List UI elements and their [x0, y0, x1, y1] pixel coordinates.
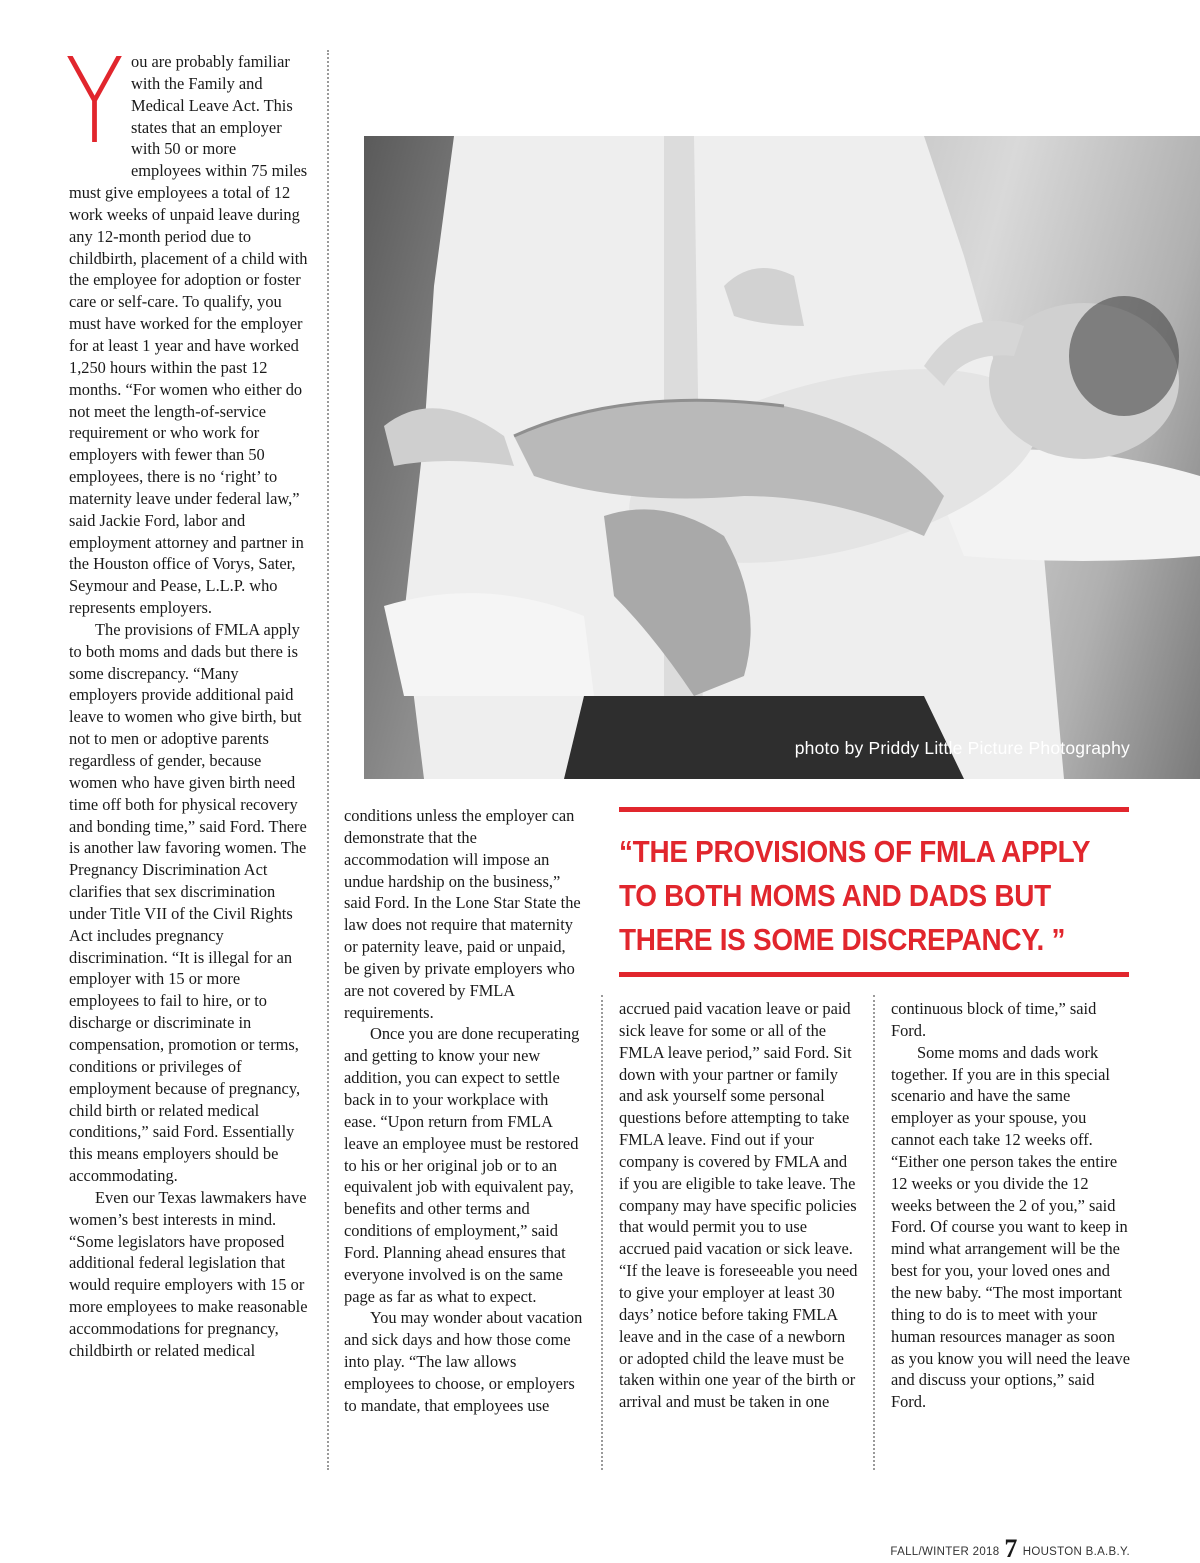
article-column-3	[619, 998, 859, 1413]
column-divider	[601, 995, 603, 1470]
paragraph-7: accrued paid vacation leave or paid sick leave for some or all of the FMLA leave period,” said Ford. Sit down with your partner or family and ask yourself some personal questions before attempting to take FMLA leave. Find out if your company is covered by FMLA and if you are eligible to take leave. The company may have specific policies that would permit you to use accrued paid vacation or sick leave. “If the leave is foreseeable you need to give your employer at least 30 days’ notice before taking FMLA leave and in the case of a newborn or adopted child the leave must be taken within one year of the birth or arrival and must be taken in one	[619, 999, 858, 1412]
pullquote-bottom-rule	[619, 972, 1129, 977]
column-divider	[873, 995, 875, 1470]
photo-credit: photo by Priddy Little Picture Photography	[794, 738, 1130, 758]
paragraph-1: ou are probably familiar with the Family and Medical Leave Act. This states that an employer with 50 or more employees within 75 miles must give employees a total of 12 work weeks of unpaid leave during any 12-month period due to childbirth, placement of a child with the employee for adoption or foster care or self-care. To qualify, you must have worked for the employer for at least 1 year and have worked 1,250 hours within the past 12 months. “For women who either do not meet the length-of-service requirement or who work for employers with fewer than 50 employees, there is no ‘right’ to maternity leave under federal law,” said Jackie Ford, labor and employment attorney and partner in the Houston office of Vorys, Sater, Seymour and Pease, L.L.P. who represents employers.	[69, 52, 308, 618]
drop-cap: Y	[65, 32, 125, 170]
paragraph-3: Even our Texas lawmakers have women’s best interests in mind. “Some legislators have proposed additional federal legislation that would require employers with 15 or more employees to make reasonable accommodations for pregnancy, childbirth or related medical	[69, 1187, 308, 1360]
paragraph-4: conditions unless the employer can demonstrate that the accommodation will impose an undue hardship on the business,” said Ford. In the Lone Star State the law does not require that maternity or paternity leave, paid or unpaid, be given by private employers who are not covered by FMLA requirements.	[344, 806, 581, 1022]
hero-photo	[364, 136, 1200, 779]
column-divider	[327, 50, 329, 1470]
magazine-name: HOUSTON B.A.B.Y.	[1022, 1546, 1130, 1558]
page-footer	[890, 1534, 1130, 1563]
father-holding-baby-illustration	[364, 136, 1200, 779]
article-column-4	[891, 998, 1131, 1413]
pullquote-top-rule	[619, 807, 1129, 812]
paragraph-6: You may wonder about vacation and sick days and how those come into play. “The law allows employees to choose, or employers to mandate, that employees use	[344, 1308, 583, 1415]
paragraph-8: continuous block of time,” said Ford.	[891, 999, 1097, 1040]
paragraph-5: Once you are done recuperating and getting to know your new addition, you can expect to settle back in to your workplace with ease. “Upon return from FMLA leave an employee must be restored to his or her original job or to an equivalent job with equivalent pay, benefits and other terms and conditions of employment,” said Ford. Planning ahead ensures that everyone involved is on the same page as far as what to expect.	[344, 1024, 580, 1306]
article-column-1	[65, 32, 309, 1362]
paragraph-9: Some moms and dads work together. If you are in this special scenario and have the same employer as your spouse, you cannot each take 12 weeks off. “Either one person takes the entire 12 weeks or you divide the 12 weeks between the 2 of you,” said Ford. Of course you want to keep in mind what arrangement will be the best for you, your loved ones and the new baby. “The most important thing to do is to meet with your human resources manager as soon as you know you will need the leave and discuss your options,” said Ford.	[891, 1042, 1130, 1412]
issue-label: FALL/WINTER 2018	[890, 1546, 1000, 1558]
article-column-2	[344, 805, 584, 1417]
page-number: 7	[1004, 1534, 1018, 1563]
paragraph-2: The provisions of FMLA apply to both moms and dads but there is some discrepancy. “Many employers provide additional paid leave to women who give birth, but not to men or adoptive parents regardless of gender, because women who have given birth need time off both for physical recovery and bonding time,” said Ford. There is another law favoring women. The Pregnancy Discrimination Act clarifies that sex discrimination under Title VII of the Civil Rights Act includes pregnancy discrimination. “It is illegal for an employer with 15 or more employees to fail to hire, or to discharge or discriminate in compensation, promotion or terms, conditions or privileges of employment because of pregnancy, child birth or related medical conditions,” said Ford. Essentially this means employers should be accommodating.	[69, 619, 307, 1186]
pullquote: “THE PROVISIONS OF FMLA APPLY TO BOTH MOMS AND DADS BUT THERE IS SOME DISCREPANCY. ”	[619, 834, 1090, 957]
